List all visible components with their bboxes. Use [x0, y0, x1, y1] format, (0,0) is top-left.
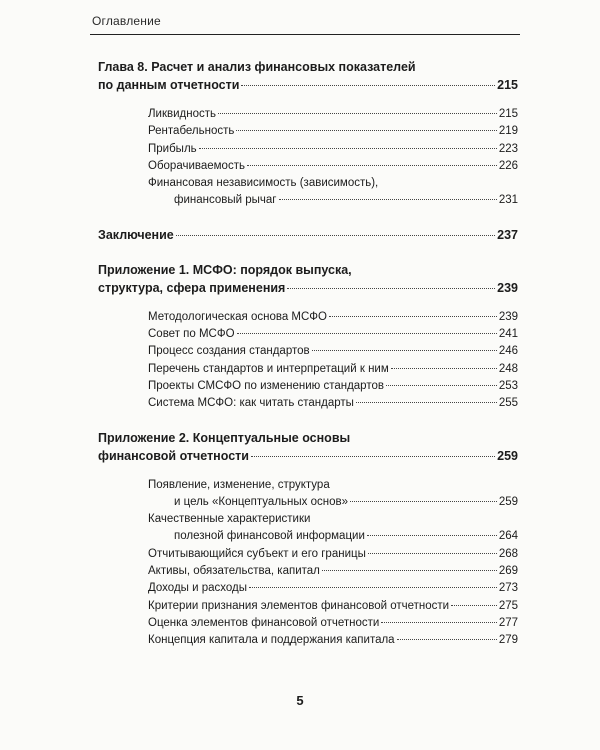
toc-section [148, 309, 518, 326]
toc-chapter [98, 429, 518, 465]
toc-page-number: 219 [498, 125, 518, 138]
dot-leader [381, 622, 496, 623]
toc-section-list [148, 106, 518, 210]
toc-section [148, 632, 518, 649]
toc-chapter-title: Заключение [98, 227, 174, 242]
toc-spacer [98, 210, 518, 226]
toc-section-row [148, 395, 518, 412]
toc-section [148, 477, 518, 512]
toc-chapter [98, 226, 518, 244]
toc-section [148, 563, 518, 580]
dot-leader [279, 199, 497, 200]
dot-leader [218, 113, 497, 114]
toc-page-number: 215 [498, 108, 518, 120]
toc-section-title: и цель «Концептуальных основ» [174, 495, 348, 508]
dot-leader [241, 85, 495, 86]
toc-section-title: Оборачиваемость [148, 159, 245, 172]
toc-section-row [148, 580, 518, 597]
toc-chapter-row [98, 279, 518, 297]
toc-section-row [148, 361, 518, 378]
toc-section-title: Доходы и расходы [148, 582, 248, 595]
toc-chapter [98, 58, 518, 94]
toc-section-title: Ликвидность [148, 108, 217, 120]
toc-section [148, 580, 518, 597]
toc-section-row [148, 309, 518, 326]
dot-leader [236, 130, 496, 131]
toc-section-title: Прибыль [148, 142, 197, 155]
dot-leader [386, 385, 497, 386]
toc-section-title: полезной финансовой информации [174, 530, 365, 543]
toc-section [148, 546, 518, 563]
toc-section-row [148, 528, 518, 545]
table-of-contents [98, 58, 518, 650]
toc-section-title: Проекты СМСФО по изменению стандартов [148, 379, 384, 392]
toc-chapter-title: по данным отчетности [98, 78, 240, 92]
toc-section-title: Оценка элементов финансовой отчетности [148, 616, 380, 629]
toc-section-title: Критерии признания элементов финансовой отчетности [148, 599, 450, 612]
toc-section-row [148, 598, 518, 615]
dot-leader [237, 333, 497, 334]
toc-spacer [98, 244, 518, 261]
dot-leader [451, 605, 497, 606]
dot-leader [251, 456, 495, 457]
dot-leader [199, 148, 497, 149]
toc-section [148, 378, 518, 395]
toc-section [148, 326, 518, 343]
header-rule [90, 34, 520, 35]
toc-section-row [148, 378, 518, 395]
toc-page-number: 268 [498, 547, 518, 560]
toc-page-number: 273 [498, 582, 518, 595]
running-head: Оглавление [92, 14, 161, 28]
toc-chapter-row [98, 76, 518, 94]
toc-section [148, 361, 518, 378]
toc-page-number: 226 [498, 159, 518, 172]
dot-leader [350, 501, 497, 502]
toc-section-title: Система МСФО: как читать стандарты [148, 397, 354, 410]
toc-section [148, 615, 518, 632]
toc-chapter [98, 261, 518, 297]
toc-section-row [148, 563, 518, 580]
toc-section-row [148, 326, 518, 343]
toc-page-number: 241 [498, 328, 518, 341]
dot-leader [368, 553, 497, 554]
toc-chapter-title: Приложение 2. Концептуальные основы [98, 430, 351, 445]
toc-section-row [148, 615, 518, 632]
toc-chapter-title: финансовой отчетности [98, 448, 249, 463]
toc-section-row [148, 494, 518, 511]
toc-chapter-title: Приложение 1. МСФО: порядок выпуска, [98, 262, 352, 277]
page-number: 5 [296, 693, 304, 708]
toc-page-number: 279 [498, 634, 518, 647]
dot-leader [356, 402, 497, 403]
toc-section-list [148, 477, 518, 650]
toc-section-title: Методологическая основа МСФО [148, 310, 327, 323]
dot-leader [312, 350, 497, 351]
dot-leader [329, 316, 497, 317]
toc-section-row [148, 141, 518, 158]
toc-section-title: Отчитывающийся субъект и его границы [148, 547, 366, 560]
dot-leader [367, 535, 497, 536]
toc-page-number: 215 [497, 78, 518, 92]
toc-section [148, 343, 518, 360]
toc-page-number: 269 [498, 565, 518, 578]
dot-leader [247, 165, 497, 166]
toc-page-number: 277 [498, 616, 518, 629]
toc-section-title: Совет по МСФО [148, 328, 235, 341]
toc-section [148, 123, 518, 140]
toc-section [148, 158, 518, 175]
toc-page-number: 231 [498, 194, 518, 207]
toc-page-number: 223 [498, 142, 518, 155]
toc-section-title: Процесс создания стандартов [148, 345, 310, 358]
toc-section-title: Финансовая независимость (зависимость), [148, 177, 379, 190]
dot-leader [176, 235, 495, 236]
toc-page-number: 239 [497, 280, 518, 295]
dot-leader [322, 570, 497, 571]
dot-leader [397, 639, 497, 640]
toc-section [148, 141, 518, 158]
toc-chapter-title: структура, сфера применения [98, 280, 286, 295]
toc-section [148, 106, 518, 123]
toc-section-title: Перечень стандартов и интерпретаций к ним [148, 362, 389, 375]
toc-section-row [148, 343, 518, 360]
toc-section [148, 395, 518, 412]
dot-leader [249, 587, 497, 588]
toc-section-row [148, 192, 518, 209]
toc-section-list [148, 309, 518, 413]
dot-leader [391, 368, 497, 369]
toc-chapter-row [98, 447, 518, 465]
toc-page-number: 259 [497, 448, 518, 463]
toc-section-title: Рентабельность [148, 125, 235, 138]
toc-section-row [148, 632, 518, 649]
toc-section-row [148, 106, 518, 123]
toc-page-number: 248 [498, 362, 518, 375]
toc-page-number: 259 [498, 495, 518, 508]
toc-spacer [98, 413, 518, 429]
toc-section-row [148, 123, 518, 140]
toc-page-number: 264 [498, 530, 518, 543]
toc-section-title: Концепция капитала и поддержания капитала [148, 634, 395, 647]
toc-section-title: Появление, изменение, структура [148, 478, 330, 491]
toc-section-title: Активы, обязательства, капитал [148, 565, 320, 578]
toc-section-title: Качественные характеристики [148, 513, 311, 526]
toc-page-number: 237 [497, 227, 518, 242]
dot-leader [287, 288, 495, 289]
toc-chapter-row [98, 226, 518, 244]
toc-page-number: 275 [498, 599, 518, 612]
toc-page-number: 246 [498, 345, 518, 358]
toc-section-title: финансовый рычаг [174, 194, 277, 207]
toc-section [148, 175, 518, 210]
toc-page-number: 253 [498, 379, 518, 392]
toc-section-row [148, 158, 518, 175]
toc-section-row [148, 546, 518, 563]
toc-page-number: 255 [498, 397, 518, 410]
toc-section [148, 511, 518, 546]
toc-page-number: 239 [498, 310, 518, 323]
toc-section [148, 598, 518, 615]
toc-chapter-title: Глава 8. Расчет и анализ финансовых показателей [98, 60, 416, 74]
